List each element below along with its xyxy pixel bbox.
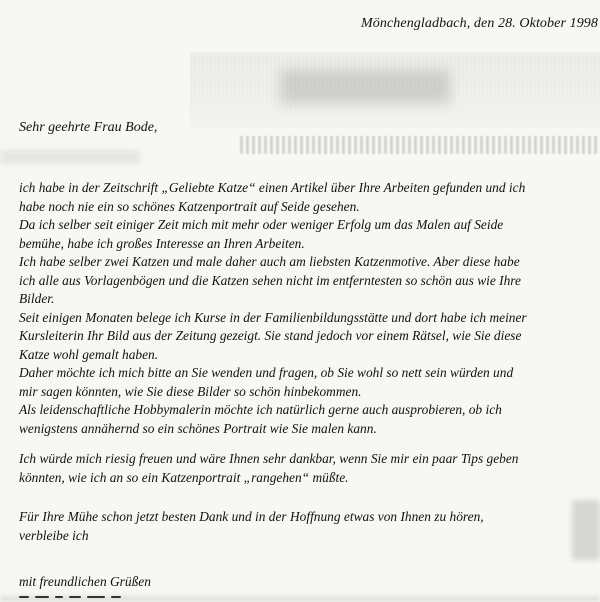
body-line: ich alle aus Vorlagenbögen und die Katzen sehen nicht im entferntesten so schön aus wie Ihre — [19, 272, 521, 288]
closing-paragraph — [19, 508, 599, 545]
body-line: Kursleiterin Ihr Bild aus der Zeitung gezeigt. Sie stand jedoch vor einem Rätsel, wie Sie diese — [19, 328, 522, 343]
scan-artifact-top-dark — [280, 70, 450, 104]
body-line: bemühe, habe ich großes Interesse an Ihren Arbeiten. — [19, 235, 305, 251]
thanks-line: könnten, wie ich an so ein Katzenportrait „rangehen“ müßte. — [19, 469, 349, 485]
place-date: Mönchengladbach, den 28. Oktober 1998 — [361, 16, 598, 31]
closing-line: Für Ihre Mühe schon jetzt besten Dank und in der Hoffnung etwas von Ihnen zu hören, — [19, 509, 484, 524]
body-line: Ich habe selber zwei Katzen und male daher auch am liebsten Katzenmotive. Aber diese habe — [19, 254, 520, 269]
cut-off-signature — [19, 594, 139, 602]
body-line: mir sagen könnten, wie Sie diese Bilder so schön hinbekommen. — [19, 383, 362, 399]
scan-artifact-left — [0, 150, 140, 164]
thanks-line: Ich würde mich riesig freuen und wäre Ihnen sehr dankbar, wenn Sie mir ein paar Tips geben — [19, 451, 519, 466]
scan-artifact-mid — [240, 136, 600, 154]
sign-off: mit freundlichen Grüßen — [19, 574, 151, 589]
thanks-paragraph — [19, 450, 599, 487]
body-line: Bilder. — [19, 291, 55, 306]
body-line: Daher möchte ich mich bitte an Sie wenden und fragen, ob Sie wohl so nett sein würden und — [19, 365, 514, 380]
salutation: Sehr geehrte Frau Bode, — [19, 120, 158, 135]
closing-line: verbleibe ich — [19, 527, 89, 543]
body-line: Da ich selber seit einiger Zeit mich mit mehr oder weniger Erfolg um das Malen auf Seide — [19, 217, 504, 232]
body-paragraph — [19, 179, 599, 438]
body-line: habe noch nie ein so schönes Katzenportrait auf Seide gesehen. — [19, 198, 360, 214]
body-line: Seit einigen Monaten belege ich Kurse in der Familienbildungsstätte und dort habe ich meiner — [19, 309, 527, 325]
body-line: Katze wohl gemalt haben. — [19, 346, 159, 362]
body-line: ich habe in der Zeitschrift „Geliebte Katze“ einen Artikel über Ihre Arbeiten gefunden und ich — [19, 180, 526, 195]
body-line: wenigstens annähernd so ein schönes Portrait wie Sie malen kann. — [19, 420, 377, 436]
scan-artifact-top — [190, 52, 600, 128]
body-line: Als leidenschaftliche Hobbymalerin möchte ich natürlich gerne auch ausprobieren, ob ich — [19, 402, 502, 417]
